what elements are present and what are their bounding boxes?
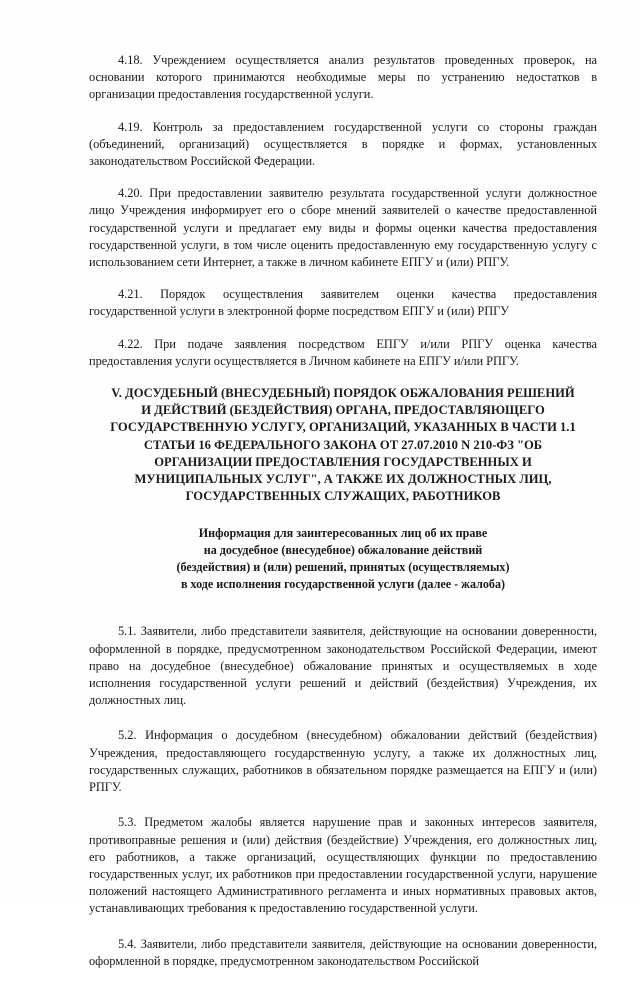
section-v-heading [91,385,595,505]
paragraph-4-18: 4.18. Учреждением осуществляется анализ результатов проведенных проверок, на основании которого принимаются необходимые меры по устранению недостатков в организации предоставления государственной услуги. [89,53,597,102]
info-heading-line: на досудебное (внесудебное) обжалование действий [203,543,483,558]
section-heading-line: ГОСУДАРСТВЕННЫХ СЛУЖАЩИХ, РАБОТНИКОВ [185,489,501,504]
paragraph-5-1: 5.1. Заявители, либо представители заявителя, действующие на основании доверенности, оформленной в порядке, предусмотренном законодательством Российской Федерации, имеют право на досудебное (внесудебное) обжалование принятых и осуществляемых в ходе исполнения государственной услуги решений и действий (бездействия) Учреждения, их должностных лиц. [89,624,597,708]
paragraph-5-3: 5.3. Предметом жалобы является нарушение прав и законных интересов заявителя, противоправные решения и (или) действия (бездействие) Учреждения, его должностных лиц, его работников, а также организаций, осуществляющих функции по предоставлению государственных услуг, их работников при предоставлении государственной услуги, нарушение положений настоящего Административного регламента и иных нормативных правовых актов, устанавливающих требования к предоставлению государственной услуги. [89,815,597,916]
section-heading-line: СТАТЬИ 16 ФЕДЕРАЛЬНОГО ЗАКОНА ОТ 27.07.2010 N 210-ФЗ "ОБ [143,437,543,452]
section-heading-line: И ДЕЙСТВИЙ (БЕЗДЕЙСТВИЯ) ОРГАНА, ПРЕДОСТАВЛЯЮЩЕГО [141,403,545,418]
section-heading-line: V. ДОСУДЕБНЫЙ (ВНЕСУДЕБНЫЙ) ПОРЯДОК ОБЖАЛОВАНИЯ РЕШЕНИЙ [111,386,575,401]
paragraph-4-19: 4.19. Контроль за предоставлением государственной услуги со стороны граждан (объединений, организаций) осуществляется в порядке и формах, установленных законодательством Российской Федерации. [89,119,597,169]
paragraph-4-21: 4.21. Порядок осуществления заявителем оценки качества предоставления государственной услуги в электронной форме посредством ЕПГУ и (или) РПГУ [89,287,597,319]
info-subheading [89,525,597,593]
paragraph-4-20: 4.20. При предоставлении заявителю результата государственной услуги должностное лицо Учреждения информирует его о сборе мнений заявителей о качестве предоставленной государственной услуги и предлагает ему виды и формы оценки качества предоставления государственной услуги, в том числе оценить предоставленную ему государственную услугу с использованием сети Интернет, а также в личном кабинете ЕПГУ и (или) РПГУ. [89,186,597,270]
document-body [89,52,597,985]
info-heading-line: в ходе исполнения государственной услуги (далее - жалоба) [180,577,506,592]
section-heading-line: ОРГАНИЗАЦИИ ПРЕДОСТАВЛЕНИЯ ГОСУДАРСТВЕННЫХ И [154,454,532,469]
info-heading-line: Информация для заинтересованных лиц об их праве [198,526,488,541]
section-heading-line: МУНИЦИПАЛЬНЫХ УСЛУГ", А ТАКЖЕ ИХ ДОЛЖНОСТНЫХ ЛИЦ, [134,472,552,487]
info-heading-line: (бездействия) и (или) решений, принятых (осуществляемых) [176,560,510,575]
paragraph-5-2: 5.2. Информация о досудебном (внесудебном) обжаловании действий (бездействия) Учреждения, предоставляющего государственную услугу, а также их должностных лиц, государственных служащих, работников в обязательном порядке размещается на ЕПГУ и (или) РПГУ. [89,728,597,795]
section-heading-line: ГОСУДАРСТВЕННУЮ УСЛУГУ, ОРГАНИЗАЦИЙ, УКАЗАННЫХ В ЧАСТИ 1.1 [110,420,576,435]
paragraph-5-4: 5.4. Заявители, либо представители заявителя, действующие на основании доверенности, оформленной в порядке, предусмотренном законодательством Российской [89,936,597,968]
paragraph-4-22: 4.22. При подаче заявления посредством ЕПГУ и/или РПГУ оценка качества предоставления услуги осуществляется в Личном кабинете на ЕПГУ и/или РПГУ. [89,336,597,368]
